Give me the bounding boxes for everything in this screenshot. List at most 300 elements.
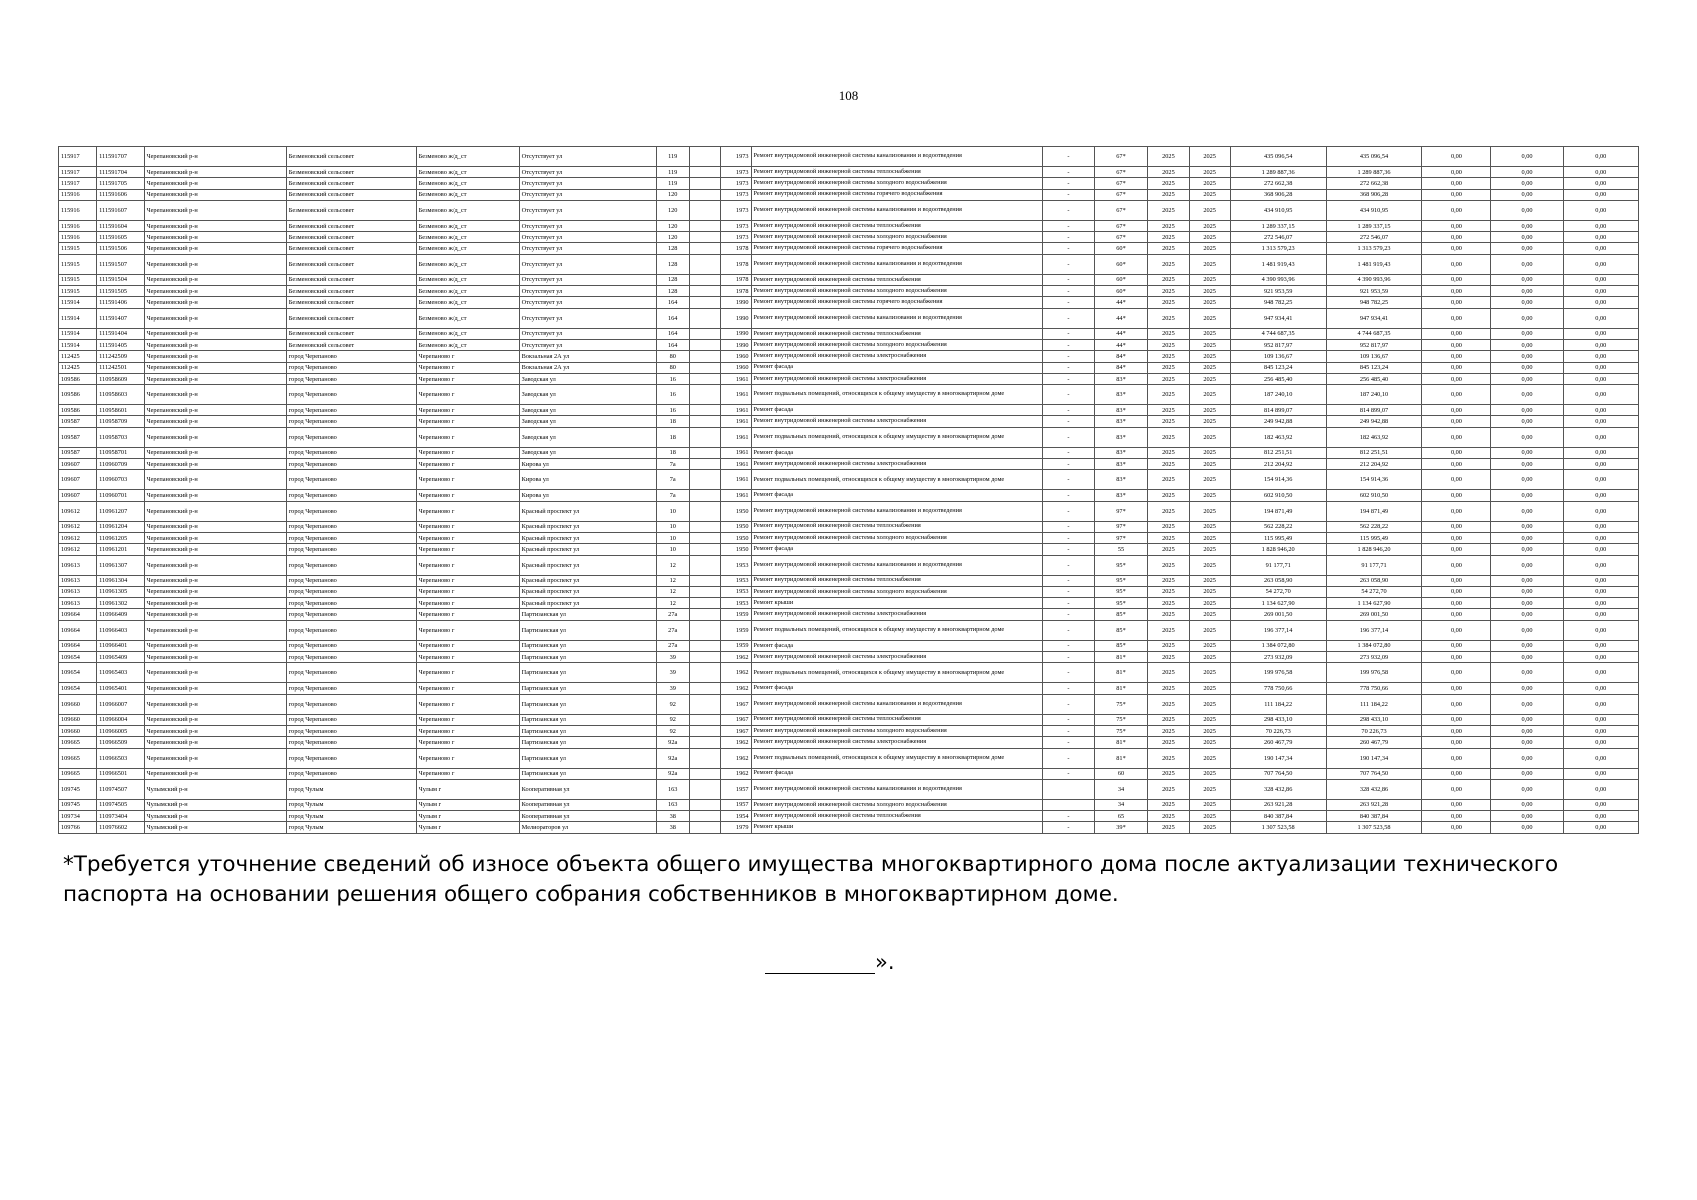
cell-dash: - [1043,232,1095,243]
cell-cost: 272 546,07 [1230,232,1326,243]
cell-dash: - [1043,147,1095,167]
cell-flag [689,521,720,532]
cell-year-end: 2025 [1189,220,1230,231]
cell-settlement: Черепаново г [416,490,519,501]
cell-cost: 260 467,79 [1230,737,1326,748]
cell-zero-3: 0,00 [1563,748,1638,768]
cell-flag [689,373,720,384]
cell-year-end: 2025 [1189,232,1230,243]
cell-work: Ремонт внутридомовой инженерной системы канализования и водоотведения [751,200,1043,220]
cell-wear: 83* [1094,385,1148,405]
cell-district: Черепановский р-н [144,274,286,285]
cell-house: 92а [656,748,689,768]
cell-dash: - [1043,501,1095,521]
cell-year-end: 2025 [1189,748,1230,768]
cell-settlement: Черепаново г [416,725,519,736]
cell-wear: 95* [1094,586,1148,597]
cell-year-end: 2025 [1189,598,1230,609]
cell-year-start: 2025 [1148,178,1189,189]
cell-district: Чулымский р-н [144,799,286,810]
cell-code: 111591506 [97,243,144,254]
cell-street: Красный проспект ул [519,521,656,532]
table-row [59,274,1639,285]
cell-dash: - [1043,254,1095,274]
cell-year: 1962 [720,683,751,694]
cell-street: Красный проспект ул [519,586,656,597]
cell-zero-3: 0,00 [1563,385,1638,405]
cell-district: Чулымский р-н [144,811,286,822]
cell-year-end: 2025 [1189,811,1230,822]
table-row [59,694,1639,714]
repair-register-table [58,146,1639,834]
cell-flag [689,351,720,362]
cell-house: 12 [656,575,689,586]
cell-district: Черепановский р-н [144,521,286,532]
cell-street: Мелиораторов ул [519,822,656,833]
cell-work: Ремонт фасада [751,544,1043,555]
cell-total: 199 976,58 [1326,663,1422,683]
cell-zero-1: 0,00 [1422,459,1491,470]
cell-id: 109586 [59,373,97,384]
cell-total: 948 782,25 [1326,297,1422,308]
cell-settlement: Безменово ж/д_ст [416,254,519,274]
cell-street: Отсутствует ул [519,232,656,243]
cell-year: 1973 [720,147,751,167]
cell-year-end: 2025 [1189,254,1230,274]
cell-year-start: 2025 [1148,779,1189,799]
cell-work: Ремонт внутридомовой инженерной системы канализования и водоотведения [751,147,1043,167]
cell-year: 1953 [720,555,751,575]
cell-flag [689,575,720,586]
cell-zero-3: 0,00 [1563,544,1638,555]
table-row [59,521,1639,532]
cell-street: Отсутствует ул [519,254,656,274]
cell-street: Отсутствует ул [519,328,656,339]
cell-code: 110958609 [97,373,144,384]
cell-year-start: 2025 [1148,640,1189,651]
cell-code: 110961307 [97,555,144,575]
cell-dash: - [1043,427,1095,447]
cell-dash: - [1043,178,1095,189]
cell-total: 194 871,49 [1326,501,1422,521]
cell-id: 109612 [59,544,97,555]
cell-cost: 190 147,34 [1230,748,1326,768]
cell-zero-3: 0,00 [1563,779,1638,799]
cell-zero-2: 0,00 [1491,663,1563,683]
cell-flag [689,147,720,167]
cell-zero-3: 0,00 [1563,555,1638,575]
cell-municipality: Безменовский сельсовет [286,167,416,178]
cell-zero-2: 0,00 [1491,799,1563,810]
footnote: *Требуется уточнение сведений об износе объекта общего имущества многоквартирного дома после актуализации технического паспорта на основании решения общего собрания собственников в многоквартирном доме. [63,852,1559,907]
cell-wear: 44* [1094,308,1148,328]
cell-id: 109607 [59,490,97,501]
cell-cost: 1 289 337,15 [1230,220,1326,231]
cell-zero-3: 0,00 [1563,470,1638,490]
cell-work: Ремонт внутридомовой инженерной системы холодного водоснабжения [751,286,1043,297]
cell-total: 328 432,86 [1326,779,1422,799]
cell-total: 1 307 523,58 [1326,822,1422,833]
cell-total: 249 942,88 [1326,416,1422,427]
cell-wear: 44* [1094,328,1148,339]
cell-settlement: Черепаново г [416,768,519,779]
cell-work: Ремонт внутридомовой инженерной системы теплоснабжения [751,811,1043,822]
cell-flag [689,447,720,458]
cell-year-end: 2025 [1189,405,1230,416]
cell-street: Красный проспект ул [519,555,656,575]
cell-year-end: 2025 [1189,555,1230,575]
cell-year: 1962 [720,663,751,683]
cell-municipality: город Чулым [286,799,416,810]
cell-settlement: Черепаново г [416,544,519,555]
table-row [59,714,1639,725]
cell-settlement: Черепаново г [416,694,519,714]
cell-year-start: 2025 [1148,737,1189,748]
cell-house: 12 [656,586,689,597]
cell-district: Черепановский р-н [144,286,286,297]
cell-work: Ремонт фасада [751,405,1043,416]
cell-street: Партизанская ул [519,640,656,651]
cell-municipality: город Черепаново [286,351,416,362]
cell-year: 1973 [720,232,751,243]
cell-district: Черепановский р-н [144,598,286,609]
table-row [59,725,1639,736]
cell-street: Партизанская ул [519,683,656,694]
cell-municipality: город Черепаново [286,544,416,555]
cell-code: 111242509 [97,351,144,362]
cell-district: Черепановский р-н [144,189,286,200]
cell-total: 190 147,34 [1326,748,1422,768]
cell-total: 1 384 072,80 [1326,640,1422,651]
cell-street: Кирова ул [519,490,656,501]
cell-municipality: город Черепаново [286,416,416,427]
cell-work: Ремонт фасада [751,683,1043,694]
cell-total: 1 289 337,15 [1326,220,1422,231]
cell-cost: 1 828 946,20 [1230,544,1326,555]
cell-year: 1973 [720,220,751,231]
cell-settlement: Черепаново г [416,737,519,748]
cell-code: 110961204 [97,521,144,532]
cell-cost: 948 782,25 [1230,297,1326,308]
cell-municipality: город Черепаново [286,555,416,575]
cell-year-start: 2025 [1148,459,1189,470]
cell-zero-3: 0,00 [1563,737,1638,748]
cell-flag [689,501,720,521]
cell-wear: 95* [1094,575,1148,586]
cell-id: 109613 [59,586,97,597]
cell-year: 1961 [720,490,751,501]
cell-code: 110966004 [97,714,144,725]
cell-district: Черепановский р-н [144,640,286,651]
cell-zero-2: 0,00 [1491,652,1563,663]
cell-district: Черепановский р-н [144,200,286,220]
cell-house: 164 [656,339,689,350]
cell-municipality: город Черепаново [286,609,416,620]
cell-district: Черепановский р-н [144,147,286,167]
cell-dash: - [1043,351,1095,362]
cell-dash: - [1043,652,1095,663]
cell-street: Отсутствует ул [519,297,656,308]
cell-year-end: 2025 [1189,147,1230,167]
cell-year-end: 2025 [1189,167,1230,178]
cell-work: Ремонт внутридомовой инженерной системы горячего водоснабжения [751,297,1043,308]
cell-wear: 83* [1094,405,1148,416]
cell-year-end: 2025 [1189,339,1230,350]
cell-wear: 81* [1094,683,1148,694]
table-row [59,339,1639,350]
cell-wear: 81* [1094,652,1148,663]
cell-dash: - [1043,663,1095,683]
cell-settlement: Черепаново г [416,373,519,384]
cell-code: 110958701 [97,447,144,458]
cell-zero-3: 0,00 [1563,799,1638,810]
table-row [59,286,1639,297]
cell-zero-1: 0,00 [1422,232,1491,243]
cell-work: Ремонт внутридомовой инженерной системы канализования и водоотведения [751,555,1043,575]
cell-wear: 95* [1094,598,1148,609]
cell-flag [689,544,720,555]
cell-house: 164 [656,308,689,328]
cell-id: 115917 [59,147,97,167]
cell-municipality: город Черепаново [286,620,416,640]
cell-dash: - [1043,544,1095,555]
cell-year: 1957 [720,799,751,810]
cell-year-start: 2025 [1148,652,1189,663]
cell-wear: 83* [1094,373,1148,384]
cell-year-start: 2025 [1148,768,1189,779]
cell-dash: - [1043,598,1095,609]
cell-year: 1961 [720,373,751,384]
cell-street: Отсутствует ул [519,243,656,254]
cell-year: 1978 [720,243,751,254]
cell-settlement: Черепаново г [416,501,519,521]
cell-zero-2: 0,00 [1491,385,1563,405]
table-row [59,555,1639,575]
cell-zero-1: 0,00 [1422,586,1491,597]
cell-dash: - [1043,748,1095,768]
table-row [59,373,1639,384]
cell-street: Партизанская ул [519,714,656,725]
cell-zero-3: 0,00 [1563,189,1638,200]
cell-district: Черепановский р-н [144,470,286,490]
cell-cost: 212 204,92 [1230,459,1326,470]
cell-year: 1990 [720,297,751,308]
table-row [59,405,1639,416]
cell-district: Черепановский р-н [144,652,286,663]
cell-total: 434 910,95 [1326,200,1422,220]
cell-id: 109660 [59,714,97,725]
cell-cost: 263 921,28 [1230,799,1326,810]
cell-code: 111591405 [97,339,144,350]
cell-year-end: 2025 [1189,189,1230,200]
cell-settlement: Черепаново г [416,663,519,683]
cell-zero-2: 0,00 [1491,544,1563,555]
cell-house: 92 [656,714,689,725]
table-row [59,459,1639,470]
cell-flag [689,748,720,768]
cell-cost: 91 177,71 [1230,555,1326,575]
cell-year-end: 2025 [1189,725,1230,736]
cell-zero-2: 0,00 [1491,351,1563,362]
closing-quote: ». [875,950,895,974]
cell-house: 38 [656,822,689,833]
cell-zero-3: 0,00 [1563,586,1638,597]
cell-work: Ремонт подвальных помещений, относящихся к общему имуществу в многоквартирном доме [751,748,1043,768]
cell-work: Ремонт внутридомовой инженерной системы канализования и водоотведения [751,254,1043,274]
cell-district: Черепановский р-н [144,609,286,620]
cell-dash: - [1043,532,1095,543]
cell-year-start: 2025 [1148,220,1189,231]
cell-municipality: Безменовский сельсовет [286,178,416,189]
cell-code: 110966403 [97,620,144,640]
cell-year-start: 2025 [1148,427,1189,447]
cell-flag [689,167,720,178]
cell-year-end: 2025 [1189,575,1230,586]
cell-zero-3: 0,00 [1563,598,1638,609]
cell-id: 112425 [59,362,97,373]
cell-total: 1 481 919,43 [1326,254,1422,274]
cell-dash: - [1043,297,1095,308]
cell-municipality: Безменовский сельсовет [286,200,416,220]
cell-year-start: 2025 [1148,683,1189,694]
cell-cost: 1 481 919,43 [1230,254,1326,274]
cell-year-start: 2025 [1148,297,1189,308]
cell-house: 128 [656,274,689,285]
cell-district: Черепановский р-н [144,663,286,683]
cell-settlement: Безменово ж/д_ст [416,178,519,189]
cell-code: 111591504 [97,274,144,285]
cell-flag [689,243,720,254]
cell-house: 120 [656,200,689,220]
cell-year-start: 2025 [1148,714,1189,725]
cell-settlement: Черепаново г [416,598,519,609]
cell-zero-3: 0,00 [1563,575,1638,586]
table-row [59,220,1639,231]
table-row [59,308,1639,328]
cell-year-end: 2025 [1189,737,1230,748]
cell-year-end: 2025 [1189,385,1230,405]
cell-total: 196 377,14 [1326,620,1422,640]
cell-zero-2: 0,00 [1491,339,1563,350]
cell-work: Ремонт подвальных помещений, относящихся к общему имуществу в многоквартирном доме [751,470,1043,490]
cell-zero-2: 0,00 [1491,586,1563,597]
cell-municipality: город Черепаново [286,521,416,532]
cell-id: 115914 [59,297,97,308]
cell-settlement: Безменово ж/д_ст [416,297,519,308]
cell-zero-2: 0,00 [1491,147,1563,167]
cell-year-end: 2025 [1189,663,1230,683]
cell-zero-3: 0,00 [1563,373,1638,384]
cell-wear: 44* [1094,339,1148,350]
cell-municipality: город Черепаново [286,427,416,447]
cell-flag [689,459,720,470]
cell-year: 1967 [720,694,751,714]
cell-zero-2: 0,00 [1491,748,1563,768]
cell-total: 368 906,28 [1326,189,1422,200]
cell-dash: - [1043,575,1095,586]
cell-year-start: 2025 [1148,200,1189,220]
cell-zero-1: 0,00 [1422,822,1491,833]
cell-zero-1: 0,00 [1422,385,1491,405]
cell-settlement: Безменово ж/д_ст [416,189,519,200]
cell-wear: 60 [1094,768,1148,779]
cell-settlement: Черепаново г [416,575,519,586]
cell-zero-2: 0,00 [1491,811,1563,822]
cell-work: Ремонт внутридомовой инженерной системы теплоснабжения [751,575,1043,586]
table-body [59,147,1639,834]
cell-zero-1: 0,00 [1422,490,1491,501]
cell-zero-2: 0,00 [1491,447,1563,458]
cell-total: 269 001,50 [1326,609,1422,620]
cell-municipality: город Чулым [286,822,416,833]
cell-municipality: Безменовский сельсовет [286,220,416,231]
cell-house: 92 [656,725,689,736]
cell-year: 1962 [720,748,751,768]
page-number: 108 [838,88,859,103]
cell-settlement: Черепаново г [416,748,519,768]
cell-house: 16 [656,373,689,384]
cell-wear: 60* [1094,274,1148,285]
cell-flag [689,694,720,714]
cell-flag [689,586,720,597]
cell-year: 1960 [720,351,751,362]
cell-house: 120 [656,232,689,243]
cell-cost: 182 463,92 [1230,427,1326,447]
cell-zero-3: 0,00 [1563,768,1638,779]
cell-cost: 154 914,36 [1230,470,1326,490]
cell-total: 91 177,71 [1326,555,1422,575]
cell-street: Заводская ул [519,373,656,384]
cell-cost: 196 377,14 [1230,620,1326,640]
cell-work: Ремонт подвальных помещений, относящихся к общему имуществу в многоквартирном доме [751,385,1043,405]
cell-id: 109612 [59,521,97,532]
cell-municipality: Безменовский сельсовет [286,243,416,254]
cell-work: Ремонт внутридомовой инженерной системы электроснабжения [751,351,1043,362]
cell-flag [689,683,720,694]
cell-year: 1973 [720,178,751,189]
cell-municipality: город Черепаново [286,532,416,543]
cell-total: 263 921,28 [1326,799,1422,810]
cell-year-start: 2025 [1148,725,1189,736]
cell-wear: 39* [1094,822,1148,833]
cell-wear: 67* [1094,167,1148,178]
cell-code: 110958709 [97,416,144,427]
cell-year: 1961 [720,427,751,447]
cell-total: 814 899,07 [1326,405,1422,416]
cell-dash: - [1043,286,1095,297]
cell-year-end: 2025 [1189,427,1230,447]
cell-zero-1: 0,00 [1422,779,1491,799]
cell-year-start: 2025 [1148,598,1189,609]
cell-district: Черепановский р-н [144,725,286,736]
cell-total: 845 123,24 [1326,362,1422,373]
cell-year: 1978 [720,274,751,285]
cell-wear: 83* [1094,416,1148,427]
table-row [59,470,1639,490]
cell-zero-2: 0,00 [1491,328,1563,339]
cell-zero-2: 0,00 [1491,779,1563,799]
cell-wear: 67* [1094,189,1148,200]
cell-house: 7а [656,490,689,501]
cell-work: Ремонт подвальных помещений, относящихся к общему имуществу в многоквартирном доме [751,620,1043,640]
cell-year-end: 2025 [1189,652,1230,663]
cell-district: Черепановский р-н [144,427,286,447]
cell-year-end: 2025 [1189,683,1230,694]
cell-zero-3: 0,00 [1563,447,1638,458]
cell-total: 4 390 993,96 [1326,274,1422,285]
cell-zero-2: 0,00 [1491,297,1563,308]
cell-work: Ремонт внутридомовой инженерной системы горячего водоснабжения [751,189,1043,200]
